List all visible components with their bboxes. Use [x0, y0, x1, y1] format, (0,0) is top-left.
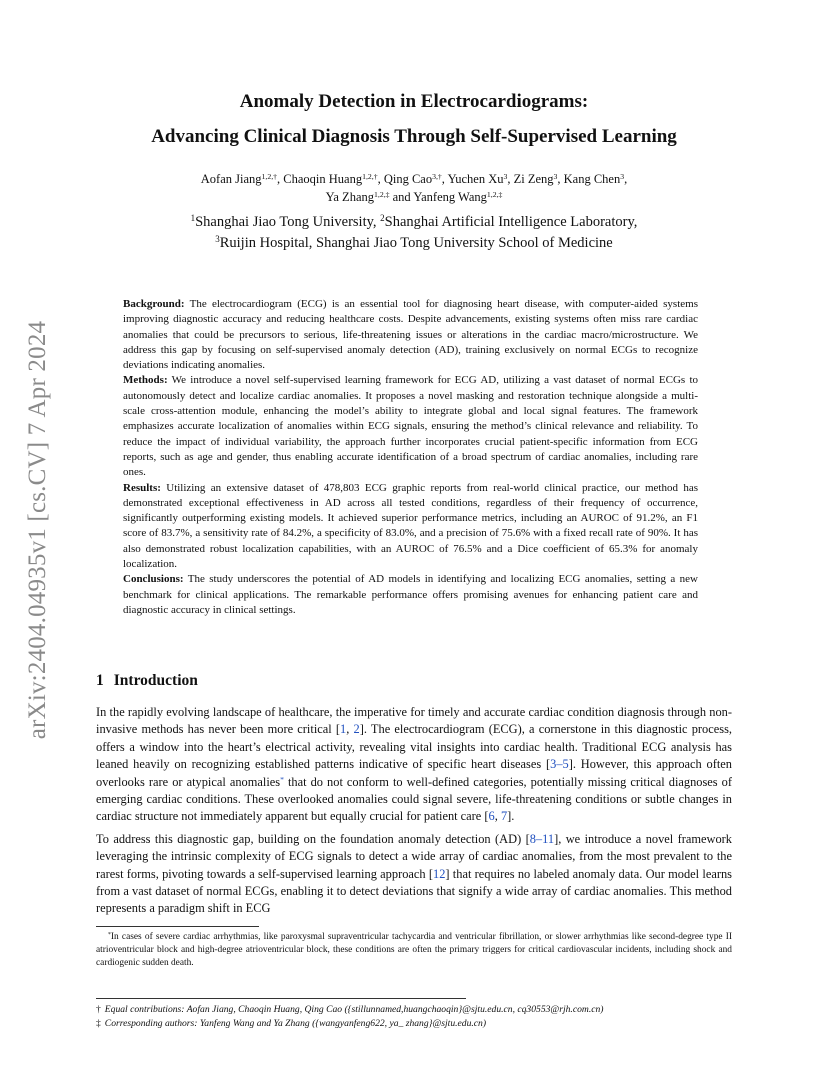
author: Yanfeng Wang$^{1,2,\ddagger}$	[413, 189, 503, 204]
abstract-results: Results: Utilizing an extensive dataset of 478,803 ECG graphic reports from real-world clinical practice, our method has demonstrated exceptional effectiveness in AD across all tested conditions, regardless of their frequency of occurrence, significantly outperforming existing models. It achieved superior performance metrics, including an AUROC of 91.2%, an F1 score of 83.7%, a sensitivity rate of 84.2%, a specificity of 83.0%, and a precision of 75.6% with a fixed recall rate of 90%. It has also demonstrated robust localization capabilities, with an AUROC of 76.5% and a Dice coefficient of 65.3% for anomaly localization.	[123, 481, 698, 571]
author: Ya Zhang$^{1,2,\ddagger}$ and	[325, 189, 414, 204]
paper-title-line-1: Anomaly Detection in Electrocardiograms:	[239, 91, 589, 112]
author: Yuchen Xu$^3$,	[447, 171, 514, 186]
author: Qing Cao$^{3,\dagger}$,	[383, 171, 448, 186]
intro-paragraph-2: To address this diagnostic gap, building on the foundation anomaly detection (AD) [8–11], we introduce a novel framework leveraging the intrinsic complexity of ECG signals to detect a wide array of cardiac anomalies, from the most prevalent to the rarest forms, pivoting towards a self-supervised learning approach [12] that requires no labeled anomaly data. Our model learns from a vast dataset of normal ECGs, enabling it to detect deviations that signify a wide array of cardiac anomalies. This method represents a paradigm shift in ECG	[96, 831, 732, 916]
section-title: Introduction	[113, 672, 198, 689]
citation-link[interactable]: 12	[433, 866, 446, 881]
footnote-marker: *	[108, 931, 111, 938]
arxiv-identifier	[20, 290, 56, 770]
author-list	[100, 170, 728, 206]
equal-contributions: † Equal contributions: Aofan Jiang, Chaoqin Huang, Qing Cao ({stillunnamed,huangchaoqin}@sjtu.edu.cn, cq30553@rjh.com.cn)	[96, 1004, 604, 1015]
citation-link[interactable]: 1	[340, 722, 347, 737]
section-heading	[96, 672, 198, 690]
contributions-divider	[96, 998, 466, 999]
citation-link[interactable]: 6	[488, 809, 495, 824]
abstract	[123, 297, 698, 618]
footnote	[96, 931, 732, 970]
paper-title-line-2: Advancing Clinical Diagnosis Through Self-Supervised Learning	[151, 126, 677, 147]
author: Chaoqin Huang$^{1,2,\dagger}$,	[283, 171, 384, 186]
footnote-text: In cases of severe cardiac arrhythmias, like paroxysmal supraventricular tachycardia and ventricular fibrillation, or slower arrhythmias like second-degree type II atrioventricular block and high-degree atrioventricular block, these conditions are often the primary triggers for critical cardiovascular incidents, including shock and cardiogenic sudden death.	[96, 932, 732, 968]
section-number: 1	[96, 672, 104, 689]
arxiv-identifier-text: arXiv:2404.04935v1 [cs.CV] 7 Apr 2024	[24, 320, 52, 740]
citation-link[interactable]: 8–11	[529, 831, 555, 846]
author: Zi Zeng$^3$,	[513, 171, 564, 186]
author: Aofan Jiang$^{1,2,\dagger}$,	[200, 171, 284, 186]
introduction-body	[96, 704, 732, 918]
author: Kang Chen$^3$,	[563, 171, 628, 186]
abstract-methods: Methods: We introduce a novel self-supervised learning framework for ECG AD, utilizing a vast dataset of normal ECGs to autonomously detect and localize cardiac anomalies. It proposes a novel masking and restoration technique alongside a multi-scale cross-attention module, enhancing the model’s ability to integrate global and local signal features. The framework emphasizes accurate localization of anomalies within ECG signals, ensuring the method’s clinical relevance and reliability. To reduce the impact of individual variability, the approach further incorporates crucial patient-specific information from ECG reports, such as age and gender, thus enabling accurate identification of a broad spectrum of cardiac anomalies, including rare ones.	[123, 374, 698, 479]
affiliation-3: Ruijin Hospital, Shanghai Jiao Tong University School of Medicine	[219, 235, 613, 251]
citation-link[interactable]: 3–5	[550, 757, 569, 772]
affiliation-1: Shanghai Jiao Tong University,	[195, 214, 381, 230]
affiliations: $^1$Shanghai Jiao Tong University, $^2$Shanghai Artificial Intelligence Laboratory, $^3$Ruijin Hospital, Shanghai Jiao Tong University School of Medicine	[190, 213, 638, 251]
contributions-notes	[96, 1003, 756, 1031]
citation-link[interactable]: 7	[500, 809, 508, 824]
abstract-background: Background: The electrocardiogram (ECG) is an essential tool for diagnosing heart disease, with computer-aided systems improving diagnostic accuracy and reducing healthcare costs. Despite advancements, existing systems often miss rare cardiac anomalies that could be precursors to serious, life-threatening issues or alterations in the cardiac macro/microstructure. We address this gap by focusing on self-supervised anomaly detection (AD), training exclusively on normal ECGs to recognize deviations indicating anomalies.	[123, 298, 698, 372]
corresponding-authors: ‡ Corresponding authors: Yanfeng Wang and Ya Zhang ({wangyanfeng622, ya_ zhang}@sjtu.edu.cn)	[96, 1018, 487, 1029]
footnote-divider	[96, 926, 259, 927]
affiliation-2: Shanghai Artificial Intelligence Laboratory,	[384, 214, 638, 230]
citation-link[interactable]: 2	[353, 722, 360, 737]
abstract-conclusions: Conclusions: The study underscores the potential of AD models in identifying and localizing ECG anomalies, setting a new benchmark for clinical applications. The remarkable performance offers promising avenues for enhancing patient care and diagnostic accuracy in clinical settings.	[123, 573, 698, 616]
intro-paragraph-1: In the rapidly evolving landscape of healthcare, the imperative for timely and accurate cardiac condition diagnosis through non-invasive methods has never been more critical [1, 2]. The electrocardiogram (ECG), a cornerstone in this diagnostic process, offers a window into the heart’s electrical activity, revealing vital insights into cardiac health. Traditional ECG analysis has leaned heavily on recognizing established patterns indicative of specific heart diseases [3–5]. However, this approach often overlooks rare or atypical anomalies* that do not conform to well-defined categories, potentially missing critical diagnoses of emerging cardiac conditions. These overlooked anomalies could signal severe, life-threatening conditions or subtle changes in cardiac structure not immediately apparent but equally crucial for patient care [6, 7].	[96, 705, 732, 824]
footnote-link[interactable]: *	[280, 774, 284, 784]
